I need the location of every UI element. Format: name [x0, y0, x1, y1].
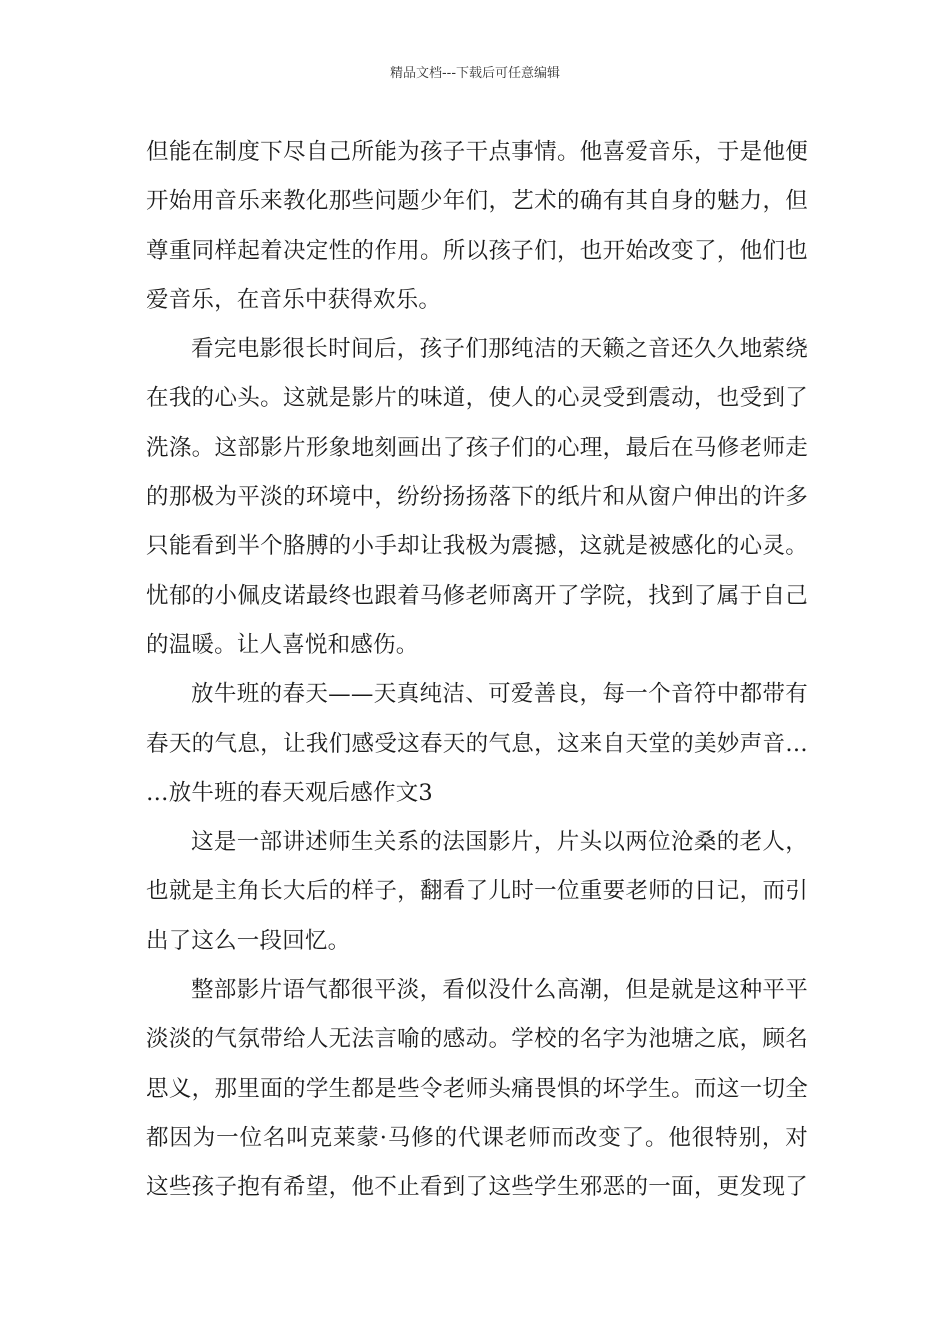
text-line: 尊重同样起着决定性的作用。所以孩子们，也开始改变了，他们也: [146, 237, 808, 264]
text-line: 春天的气息，让我们感受这春天的气息，这来自天堂的美妙声音…: [146, 730, 808, 757]
text-line: 只能看到半个胳膊的小手却让我极为震撼，这就是被感化的心灵。: [146, 533, 808, 560]
text-line: 在我的心头。这就是影片的味道，使人的心灵受到震动，也受到了: [146, 385, 808, 412]
text-line: 都因为一位名叫克莱蒙·马修的代课老师而改变了。他很特别，对: [146, 1124, 808, 1151]
text-line: 出了这么一段回忆。: [146, 927, 351, 954]
text-line: 这些孩子抱有希望，他不止看到了这些学生邪恶的一面，更发现了: [146, 1174, 808, 1201]
text-line: 忧郁的小佩皮诺最终也跟着马修老师离开了学院，找到了属于自己: [146, 582, 808, 609]
text-line: 开始用音乐来教化那些问题少年们，艺术的确有其自身的魅力，但: [146, 188, 808, 215]
text-line: 整部影片语气都很平淡，看似没什么高潮，但是就是这种平平: [191, 977, 808, 1004]
text-line: 放牛班的春天——天真纯洁、可爱善良，每一个音符中都带有: [191, 681, 808, 708]
text-line: 洗涤。这部影片形象地刻画出了孩子们的心理，最后在马修老师走: [146, 434, 808, 461]
text-line: 这是一部讲述师生关系的法国影片，片头以两位沧桑的老人，: [191, 829, 808, 856]
text-line: 爱音乐，在音乐中获得欢乐。: [146, 286, 442, 313]
text-line: 但能在制度下尽自己所能为孩子干点事情。他喜爱音乐，于是他便: [146, 139, 808, 165]
text-line: …放牛班的春天观后感作文3: [146, 779, 433, 806]
text-line: 也就是主角长大后的样子，翻看了儿时一位重要老师的日记，而引: [146, 878, 808, 905]
page-header: 精品文档---下载后可任意编辑: [389, 66, 561, 81]
text-line: 淡淡的气氛带给人无法言喻的感动。学校的名字为池塘之底，顾名: [146, 1026, 808, 1053]
text-line: 的那极为平淡的环境中，纷纷扬扬落下的纸片和从窗户伸出的许多: [146, 484, 808, 511]
document-body: [146, 128, 808, 1213]
text-line: 看完电影很长时间后，孩子们那纯洁的天籁之音还久久地萦绕: [191, 336, 808, 363]
text-line: 思义，那里面的学生都是些令老师头痛畏惧的坏学生。而这一切全: [146, 1075, 808, 1102]
text-line: 的温暖。让人喜悦和感伤。: [146, 631, 419, 658]
